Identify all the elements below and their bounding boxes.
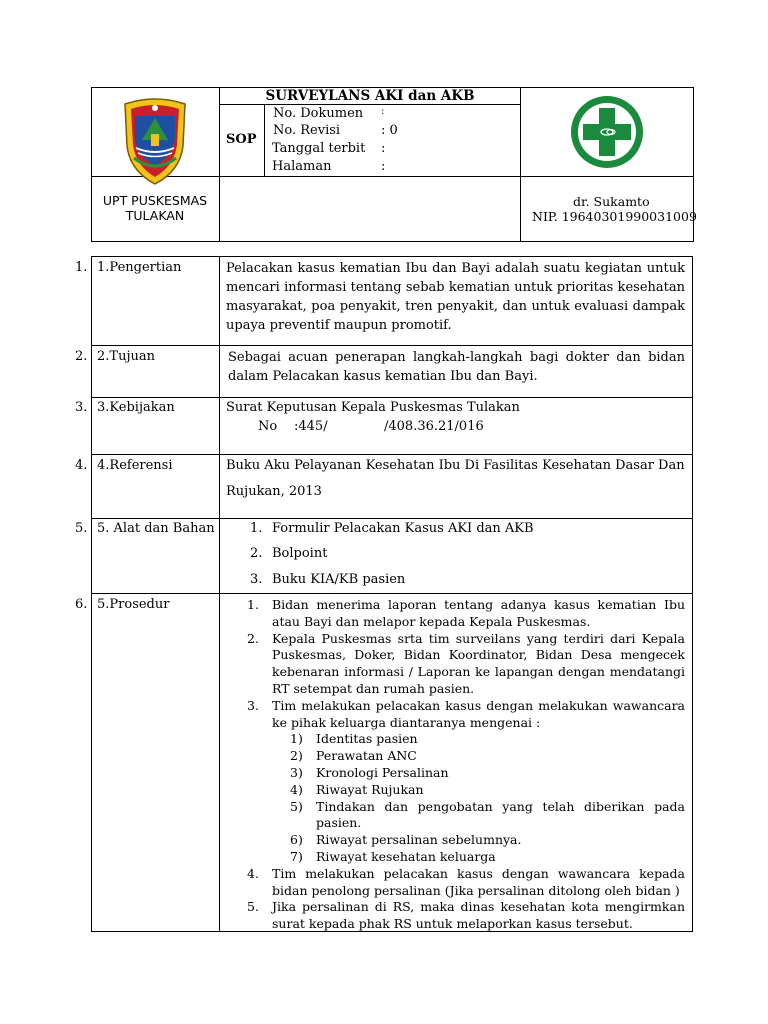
section-label: 5.Prosedur [97, 597, 170, 612]
row-number: 1. [75, 260, 88, 275]
row-number: 3. [75, 400, 88, 415]
topic-number: 7) [290, 848, 303, 864]
row-number: 6. [75, 597, 88, 612]
procedure-step [220, 866, 685, 900]
section-text: Pelacakan kasus kematian Ibu dan Bayi adalah suatu kegiatan untuk mencari informasi tentang sebab kematian untuk prioritas kesehatan masyarakat, poa penyakit, tren penyakit, dan untuk evaluasi dampak upaya preventif maupun promotif. [226, 261, 685, 333]
list-item: Formulir Pelacakan Kasus AKI dan AKB [272, 521, 534, 536]
section-label: 5. Alat dan Bahan [97, 521, 215, 536]
section-label: 3.Kebijakan [97, 400, 175, 415]
topic-text: Kronologi Persalinan [316, 764, 449, 780]
interview-topic [220, 765, 685, 782]
topic-text: Tindakan dan pengobatan yang telah diberikan pada pasien. [316, 798, 685, 831]
meta-label: Halaman [272, 159, 332, 174]
procedure-list [220, 597, 685, 933]
interview-topic [220, 849, 685, 866]
topic-text: Identitas pasien [316, 731, 418, 747]
meta-value: : [381, 106, 385, 117]
procedure-step [220, 698, 685, 732]
section-text: Surat Keputusan Kepala Puskesmas Tulakan [226, 400, 520, 415]
list-number: 3. [250, 572, 263, 587]
topic-text: Perawatan ANC [316, 748, 417, 764]
section-text: Rujukan, 2013 [226, 484, 322, 499]
topic-number: 6) [290, 832, 303, 848]
regency-crest-icon [120, 96, 190, 186]
procedure-step [220, 597, 685, 631]
interview-topic [220, 782, 685, 799]
org-name: TULAKAN [125, 208, 185, 223]
topic-text: Riwayat persalinan sebelumnya. [316, 832, 522, 848]
meta-label: No. Revisi [273, 123, 341, 138]
org-name: UPT PUSKESMAS [102, 193, 208, 208]
signer-nip: NIP. 19640301990031009 [532, 209, 697, 224]
topic-text: Riwayat Rujukan [316, 781, 424, 797]
step-number: 5. [247, 899, 259, 915]
step-number: 3. [247, 697, 259, 713]
row-number: 5. [75, 521, 88, 536]
topic-number: 4) [290, 781, 303, 797]
row-number: 2. [75, 349, 88, 364]
interview-topic [220, 748, 685, 765]
section-label: 2.Tujuan [97, 349, 155, 364]
meta-label: Tanggal terbit [272, 141, 366, 156]
section-text: Buku Aku Pelayanan Kesehatan Ibu Di Fasilitas Kesehatan Dasar Dan [226, 458, 685, 473]
puskesmas-logo-icon [566, 90, 648, 174]
procedure-step [220, 899, 685, 933]
section-text: Sebagai acuan penerapan langkah-langkah bagi dokter dan bidan dalam Pelacakan kasus kematian Ibu dan Bayi. [228, 350, 685, 384]
step-text: Tim melakukan pelacakan kasus dengan wawancara kepada bidan penolong persalinan (Jika persalinan ditolong oleh bidan ) [272, 865, 685, 898]
list-number: 2. [250, 546, 263, 561]
topic-number: 5) [290, 798, 303, 814]
step-text: Jika persalinan di RS, maka dinas kesehatan kota mengirmkan surat kepada phak RS untuk melaporkan kasus tersebut. [272, 899, 685, 932]
sop-label: SOP [226, 132, 257, 147]
signer-name: dr. Sukamto [573, 194, 650, 209]
topic-number: 1) [290, 731, 303, 747]
decree-no-label: No [258, 419, 278, 434]
document-title: SURVEYLANS AKI dan AKB [265, 88, 475, 104]
list-number: 1. [250, 521, 263, 536]
topic-number: 2) [290, 748, 303, 764]
list-item: Bolpoint [272, 546, 328, 561]
list-item: Buku KIA/KB pasien [272, 572, 406, 587]
section-label: 1.Pengertian [97, 260, 182, 275]
step-text: Bidan menerima laporan tentang adanya kasus kematian Ibu atau Bayi dan melapor kepada Kepala Puskesmas. [272, 597, 685, 629]
procedure-step [220, 631, 685, 698]
interview-topic [220, 731, 685, 748]
meta-value: : 0 [381, 123, 398, 138]
meta-value: : [381, 159, 386, 174]
interview-topic [220, 832, 685, 849]
meta-label: No. Dokumen [273, 106, 364, 121]
decree-no-b: /408.36.21/016 [384, 419, 484, 434]
topic-number: 3) [290, 764, 303, 780]
step-text: Tim melakukan pelacakan kasus dengan melakukan wawancara ke pihak keluarga diantaranya mengenai : [272, 697, 685, 730]
step-number: 1. [247, 597, 259, 612]
meta-value: : [381, 141, 386, 156]
topic-text: Riwayat kesehatan keluarga [316, 848, 496, 864]
step-text: Kepala Puskesmas srta tim surveilans yang terdiri dari Kepala Puskesmas, Doker, Bidan Koordinator, Bidan Desa mengecek kebenaran informasi / Laporan ke lapangan dengan mendatangi RT setempat dan rumah pasien. [272, 630, 685, 696]
step-number: 4. [247, 865, 259, 881]
row-number: 4. [75, 458, 88, 473]
step-number: 2. [247, 630, 259, 646]
interview-topic [220, 799, 685, 833]
section-label: 4.Referensi [97, 458, 173, 473]
decree-no-a: :445/ [294, 419, 328, 434]
